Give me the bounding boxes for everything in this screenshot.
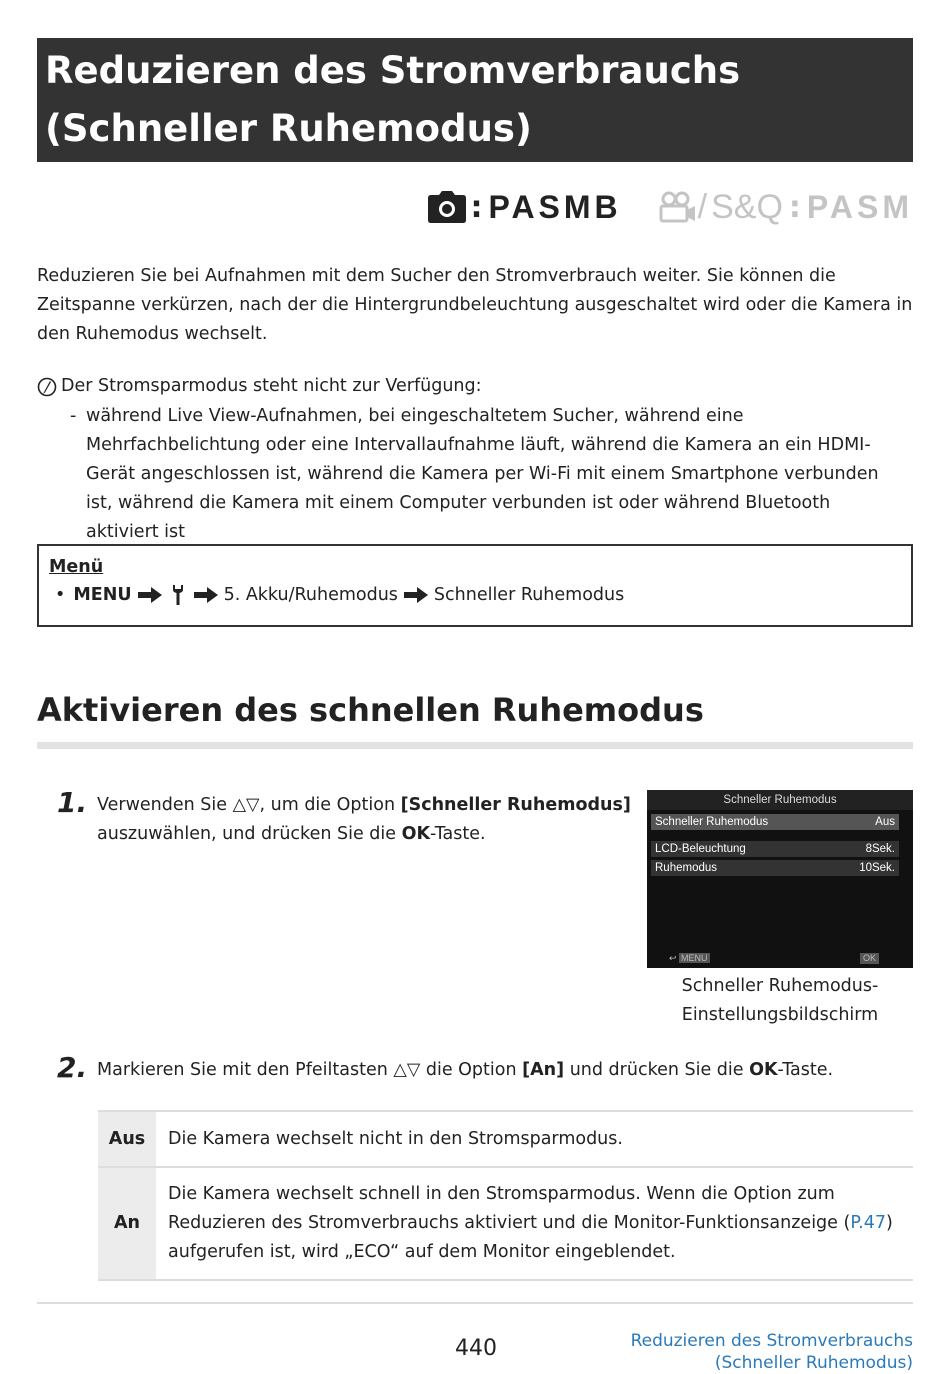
screen-row <box>651 814 899 830</box>
step-2-number: 2. <box>57 1051 88 1084</box>
screen-row-value: 8Sek. <box>865 843 895 855</box>
screen-row-value: Aus <box>875 816 895 828</box>
mode-indicators <box>428 187 913 227</box>
title-bar <box>37 38 913 162</box>
menu-path <box>49 580 901 610</box>
screen-row-value: 10Sek. <box>859 862 895 874</box>
screen-row-label: Schneller Ruhemodus <box>655 816 769 828</box>
table-row <box>98 1111 913 1167</box>
section-title: Aktivieren des schnellen Ruhemodus <box>37 688 913 749</box>
screen-ok-label: OK <box>860 953 879 964</box>
wrench-icon <box>172 585 184 605</box>
sq-label: S&Q <box>711 187 783 226</box>
step-1-number: 1. <box>57 786 88 819</box>
intro-paragraph: Reduzieren Sie bei Aufnahmen mit dem Sucher den Stromverbrauch weiter. Sie können die Zeitspanne verkürzen, nach der die Hintergrundbeleuchtung ausgeschaltet wird oder die Kamera in den Ruhemodus wechselt. <box>37 266 913 344</box>
arrow-right-icon <box>194 587 218 603</box>
screen-row-label: LCD-Beleuchtung <box>655 843 746 855</box>
photo-modes <box>428 189 621 226</box>
note-bullet <box>70 402 900 547</box>
ok-label: OK <box>401 824 431 844</box>
step-text-part: die Option <box>420 1060 523 1080</box>
option-desc <box>156 1167 913 1280</box>
screen-back: ↩ MENU <box>669 953 708 963</box>
option-label: [An] <box>522 1060 565 1080</box>
option-desc-part: ) aufgerufen ist, wird „ECO“ auf dem Monitor eingeblendet. <box>168 1213 893 1262</box>
photo-mode-letters: PASMB <box>488 188 622 225</box>
camera-icon <box>428 191 466 223</box>
slash: / <box>697 187 708 226</box>
note <box>37 372 917 401</box>
step-2-text <box>97 1056 913 1085</box>
step-text-part: und drücken Sie die <box>564 1060 750 1080</box>
screen-footer <box>669 953 879 964</box>
option-label: [Schneller Ruhemodus] <box>400 795 631 815</box>
bullet-dash: - <box>70 406 77 426</box>
menu-heading: Menü <box>49 557 104 577</box>
option-desc-part: Die Kamera wechselt schnell in den Stromsparmodus. Wenn die Option zum Reduzieren des Stromverbrauchs aktiviert und die Monitor-Funktionsanzeige ( <box>168 1184 851 1233</box>
arrow-right-icon <box>138 587 162 603</box>
ok-label: OK <box>749 1060 778 1080</box>
page-number: 440 <box>455 1336 497 1361</box>
menu-label: MENU <box>73 585 132 605</box>
footer-section-link[interactable]: Reduzieren des Stromverbrauchs (Schneller Ruhemodus) <box>630 1331 913 1373</box>
up-down-arrows-icon: △▽ <box>393 1060 421 1080</box>
movie-camera-icon <box>658 191 696 223</box>
note-text: Der Stromsparmodus steht nicht zur Verfügung: <box>61 376 482 396</box>
screen-row <box>651 841 899 857</box>
note-bullet-text: während Live View-Aufnahmen, bei eingeschaltetem Sucher, während eine Mehrfachbelichtung oder eine Intervallaufnahme läuft, während die Kamera an ein HDMI-Gerät angeschlossen ist, während die Kamera per Wi-Fi mit einem Smartphone verbunden ist, während die Kamera mit einem Computer verbunden ist oder während Bluetooth aktiviert ist <box>86 406 879 542</box>
option-desc: Die Kamera wechselt nicht in den Stromsparmodus. <box>156 1111 913 1167</box>
colon: : <box>470 189 483 225</box>
step-text-part: -Taste. <box>430 824 486 844</box>
menu-tab: 5. Akku/Ruhemodus <box>223 585 398 605</box>
option-key: Aus <box>98 1111 156 1167</box>
movie-modes <box>658 188 913 227</box>
note-icon <box>37 377 57 397</box>
screen-caption: Schneller Ruhemodus-Einstellungsbildschirm <box>681 976 879 1025</box>
options-table <box>98 1110 913 1281</box>
menu-item: Schneller Ruhemodus <box>433 585 625 605</box>
movie-mode-letters: PASM <box>806 188 913 225</box>
screen-row <box>651 860 899 876</box>
step-text-part: auszuwählen, und drücken Sie die <box>97 824 402 844</box>
footer-divider <box>37 1302 913 1304</box>
step-text-part: Markieren Sie mit den Pfeiltasten <box>97 1060 394 1080</box>
page-title: Reduzieren des Stromverbrauchs (Schneller Ruhemodus) <box>45 49 741 150</box>
option-key: An <box>98 1167 156 1280</box>
table-row <box>98 1167 913 1280</box>
bullet-dot: • <box>55 585 66 605</box>
screen-row-label: Ruhemodus <box>655 862 718 874</box>
step-text-part: -Taste. <box>777 1060 834 1080</box>
menu-box <box>37 544 913 627</box>
step-1-text <box>97 791 637 849</box>
page-link[interactable]: P.47 <box>850 1213 886 1233</box>
screen-title: Schneller Ruhemodus <box>647 790 913 810</box>
step-text-part: , um die Option <box>259 795 401 815</box>
step-text-part: Verwenden Sie <box>97 795 233 815</box>
camera-screen <box>647 790 913 968</box>
colon: : <box>788 189 801 225</box>
screen-back-label: MENU <box>681 953 708 963</box>
up-down-arrows-icon: △▽ <box>232 795 260 815</box>
arrow-right-icon <box>404 587 428 603</box>
